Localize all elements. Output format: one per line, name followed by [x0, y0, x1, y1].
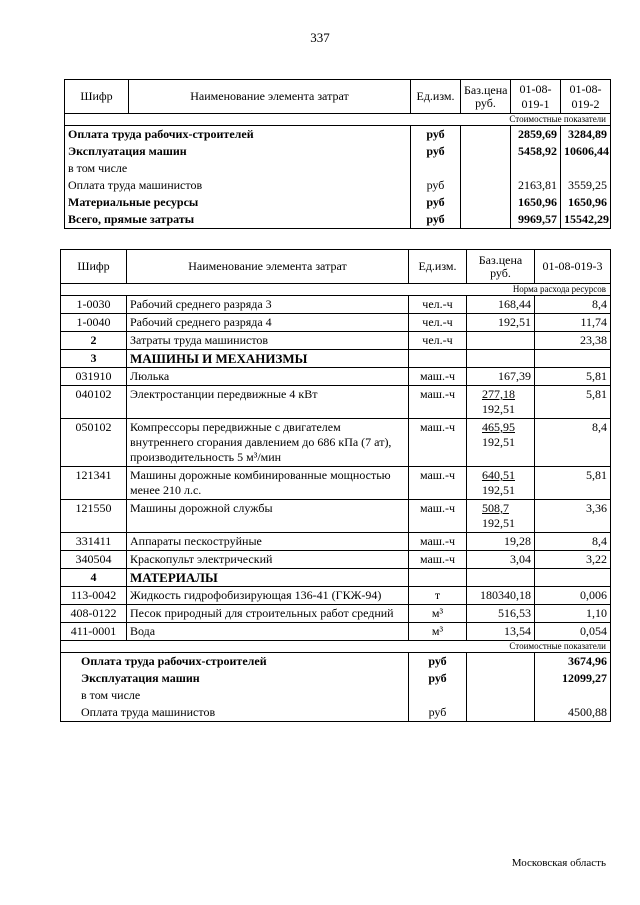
- row-unit: [409, 687, 467, 704]
- table-row: [61, 467, 611, 500]
- table-row: [61, 670, 611, 687]
- row-value: 5,81: [535, 386, 611, 419]
- row-price-value: 19,28: [504, 534, 531, 548]
- row-price: [467, 587, 535, 605]
- row-price: [467, 368, 535, 386]
- row-name: Оплата труда машинистов: [61, 704, 409, 722]
- header-col1: 01-08-019-1: [511, 80, 561, 114]
- row-code: 2: [61, 332, 127, 350]
- row-code: 1-0040: [61, 314, 127, 332]
- row-code: 113-0042: [61, 587, 127, 605]
- row-unit: [409, 569, 467, 587]
- table-row: [61, 569, 611, 587]
- row-code: 040102: [61, 386, 127, 419]
- row-name: Оплата труда машинистов: [65, 177, 411, 194]
- row-unit: чел.-ч: [409, 314, 467, 332]
- row-price: [467, 569, 535, 587]
- row-code: 050102: [61, 419, 127, 467]
- row-name: Песок природный для строительных работ средний: [127, 605, 409, 623]
- row-name: Машины дорожной службы: [127, 500, 409, 533]
- row-price: [467, 551, 535, 569]
- row-unit: м³: [409, 623, 467, 641]
- row-value-2: [561, 160, 611, 177]
- row-unit: чел.-ч: [409, 332, 467, 350]
- row-unit: руб: [409, 670, 467, 687]
- table-row: [61, 350, 611, 368]
- table-row: [61, 704, 611, 722]
- row-price-value: 640,51: [482, 468, 515, 482]
- norm-label: Норма расхода ресурсов: [61, 284, 611, 296]
- table-row: [61, 368, 611, 386]
- row-value: 0,054: [535, 623, 611, 641]
- table-row: [61, 500, 611, 533]
- row-value-2: 15542,29: [561, 211, 611, 229]
- table-row: [61, 314, 611, 332]
- row-value-1: 9969,57: [511, 211, 561, 229]
- row-unit: руб: [411, 143, 461, 160]
- row-code: 340504: [61, 551, 127, 569]
- row-unit: маш.-ч: [409, 386, 467, 419]
- row-code: 1-0030: [61, 296, 127, 314]
- row-base-price: [461, 126, 511, 144]
- row-value: 8,4: [535, 419, 611, 467]
- row-name: Вода: [127, 623, 409, 641]
- row-unit: руб: [409, 653, 467, 671]
- row-value-1: 2163,81: [511, 177, 561, 194]
- row-name: МАТЕРИАЛЫ: [127, 569, 409, 587]
- row-value: 8,4: [535, 533, 611, 551]
- row-price-value: 180340,18: [480, 588, 531, 602]
- row-value-2: 1650,96: [561, 194, 611, 211]
- row-price: [467, 314, 535, 332]
- row-unit: руб: [411, 194, 461, 211]
- row-price-secondary: 192,51: [482, 435, 515, 449]
- row-unit: маш.-ч: [409, 533, 467, 551]
- row-value: 11,74: [535, 314, 611, 332]
- row-unit: маш.-ч: [409, 419, 467, 467]
- header-name: Наименование элемента затрат: [127, 250, 409, 284]
- row-value: 1,10: [535, 605, 611, 623]
- row-base-price: [461, 177, 511, 194]
- table-row: [61, 533, 611, 551]
- row-value: 3,22: [535, 551, 611, 569]
- row-price: [467, 332, 535, 350]
- row-price: [467, 500, 535, 533]
- table-row: [65, 160, 611, 177]
- header-col2: 01-08-019-2: [561, 80, 611, 114]
- page-number: 337: [310, 30, 330, 45]
- row-name: Затраты труда машинистов: [127, 332, 409, 350]
- row-value: [535, 687, 611, 704]
- header-code: Шифр: [61, 250, 127, 284]
- row-value: 3674,96: [535, 653, 611, 671]
- row-base-price: [461, 160, 511, 177]
- row-value: 3,36: [535, 500, 611, 533]
- table-row: [61, 623, 611, 641]
- row-value: [535, 569, 611, 587]
- row-code: 411-0001: [61, 623, 127, 641]
- header-base-price: Баз.цена руб.: [467, 250, 535, 284]
- cost-table-1: [64, 79, 611, 229]
- row-value: [535, 350, 611, 368]
- table-row: [65, 126, 611, 144]
- table-row: [61, 296, 611, 314]
- row-base-price: [461, 194, 511, 211]
- row-price-value: 3,04: [510, 552, 531, 566]
- header-base-price: Баз.цена руб.: [461, 80, 511, 114]
- header-name: Наименование элемента затрат: [129, 80, 411, 114]
- row-value-1: [511, 160, 561, 177]
- row-unit: маш.-ч: [409, 500, 467, 533]
- row-value-1: 1650,96: [511, 194, 561, 211]
- header-unit: Ед.изм.: [411, 80, 461, 114]
- row-name: Оплата труда рабочих-строителей: [61, 653, 409, 671]
- row-name: в том числе: [61, 687, 409, 704]
- row-unit: [409, 350, 467, 368]
- row-code: 031910: [61, 368, 127, 386]
- row-value-1: 2859,69: [511, 126, 561, 144]
- row-code: 331411: [61, 533, 127, 551]
- row-unit: маш.-ч: [409, 467, 467, 500]
- row-price-value: 168,44: [498, 297, 531, 311]
- row-name: Оплата труда рабочих-строителей: [65, 126, 411, 144]
- row-code: 121341: [61, 467, 127, 500]
- row-name: Эксплуатация машин: [61, 670, 409, 687]
- cost-table-2: [60, 249, 611, 722]
- row-name: Материальные ресурсы: [65, 194, 411, 211]
- table-row: [65, 143, 611, 160]
- cost-label: Стоимостные показатели: [61, 641, 611, 653]
- row-price-value: 13,54: [504, 624, 531, 638]
- row-price: [467, 467, 535, 500]
- row-name: Рабочий среднего разряда 4: [127, 314, 409, 332]
- row-unit: м³: [409, 605, 467, 623]
- row-price: [467, 533, 535, 551]
- row-unit: руб: [409, 704, 467, 722]
- row-price-value: 277,18: [482, 387, 515, 401]
- row-name: Электростанции передвижные 4 кВт: [127, 386, 409, 419]
- row-value: 4500,88: [535, 704, 611, 722]
- header-unit: Ед.изм.: [409, 250, 467, 284]
- header-col1: 01-08-019-3: [535, 250, 611, 284]
- row-price-secondary: 192,51: [482, 483, 515, 497]
- row-code: 3: [61, 350, 127, 368]
- row-name: Эксплуатация машин: [65, 143, 411, 160]
- row-value-2: 3559,25: [561, 177, 611, 194]
- table-row: [61, 687, 611, 704]
- row-price-secondary: 192,51: [482, 516, 515, 530]
- row-base-price: [467, 653, 535, 671]
- row-name: Всего, прямые затраты: [65, 211, 411, 229]
- row-price-value: 516,53: [498, 606, 531, 620]
- table-row: [61, 587, 611, 605]
- table-row: [61, 551, 611, 569]
- row-name: Машины дорожные комбинированные мощностью менее 210 л.с.: [127, 467, 409, 500]
- row-unit: т: [409, 587, 467, 605]
- table-row: [61, 386, 611, 419]
- row-price: [467, 296, 535, 314]
- header-code: Шифр: [65, 80, 129, 114]
- table-row: [65, 177, 611, 194]
- row-name: Аппараты пескоструйные: [127, 533, 409, 551]
- section-label: Стоимостные показатели: [65, 114, 611, 126]
- table-row: [61, 653, 611, 671]
- table-row: [65, 194, 611, 211]
- row-value: 5,81: [535, 467, 611, 500]
- row-unit: [411, 160, 461, 177]
- table-row: [65, 211, 611, 229]
- row-price-secondary: 192,51: [482, 402, 515, 416]
- row-unit: маш.-ч: [409, 368, 467, 386]
- row-value: 12099,27: [535, 670, 611, 687]
- row-name: Рабочий среднего разряда 3: [127, 296, 409, 314]
- row-code: 408-0122: [61, 605, 127, 623]
- row-price: [467, 419, 535, 467]
- row-base-price: [461, 211, 511, 229]
- row-base-price: [467, 704, 535, 722]
- table-row: [61, 605, 611, 623]
- row-code: 121550: [61, 500, 127, 533]
- row-value-2: 3284,89: [561, 126, 611, 144]
- row-value: 23,38: [535, 332, 611, 350]
- row-unit: руб: [411, 126, 461, 144]
- row-value-2: 10606,44: [561, 143, 611, 160]
- row-name: в том числе: [65, 160, 411, 177]
- row-value-1: 5458,92: [511, 143, 561, 160]
- row-price: [467, 350, 535, 368]
- row-price: [467, 386, 535, 419]
- row-price: [467, 623, 535, 641]
- row-value: 8,4: [535, 296, 611, 314]
- row-unit: руб: [411, 211, 461, 229]
- row-base-price: [467, 670, 535, 687]
- row-base-price: [461, 143, 511, 160]
- row-unit: маш.-ч: [409, 551, 467, 569]
- row-name: Компрессоры передвижные с двигателем внутреннего сгорания давлением до 686 кПа (7 ат), производительность 5 м³/мин: [127, 419, 409, 467]
- row-code: 4: [61, 569, 127, 587]
- row-name: МАШИНЫ И МЕХАНИЗМЫ: [127, 350, 409, 368]
- row-price-value: 508,7: [482, 501, 509, 515]
- row-price-value: 465,95: [482, 420, 515, 434]
- footer-region: Московская область: [511, 857, 606, 869]
- table-row: [61, 332, 611, 350]
- table-row: [61, 419, 611, 467]
- row-price-value: 192,51: [498, 315, 531, 329]
- row-value: 0,006: [535, 587, 611, 605]
- row-unit: чел.-ч: [409, 296, 467, 314]
- row-price-value: 167,39: [498, 369, 531, 383]
- row-name: Люлька: [127, 368, 409, 386]
- row-name: Жидкость гидрофобизирующая 136-41 (ГКЖ-94): [127, 587, 409, 605]
- row-base-price: [467, 687, 535, 704]
- row-name: Краскопульт электрический: [127, 551, 409, 569]
- row-price: [467, 605, 535, 623]
- row-unit: руб: [411, 177, 461, 194]
- row-value: 5,81: [535, 368, 611, 386]
